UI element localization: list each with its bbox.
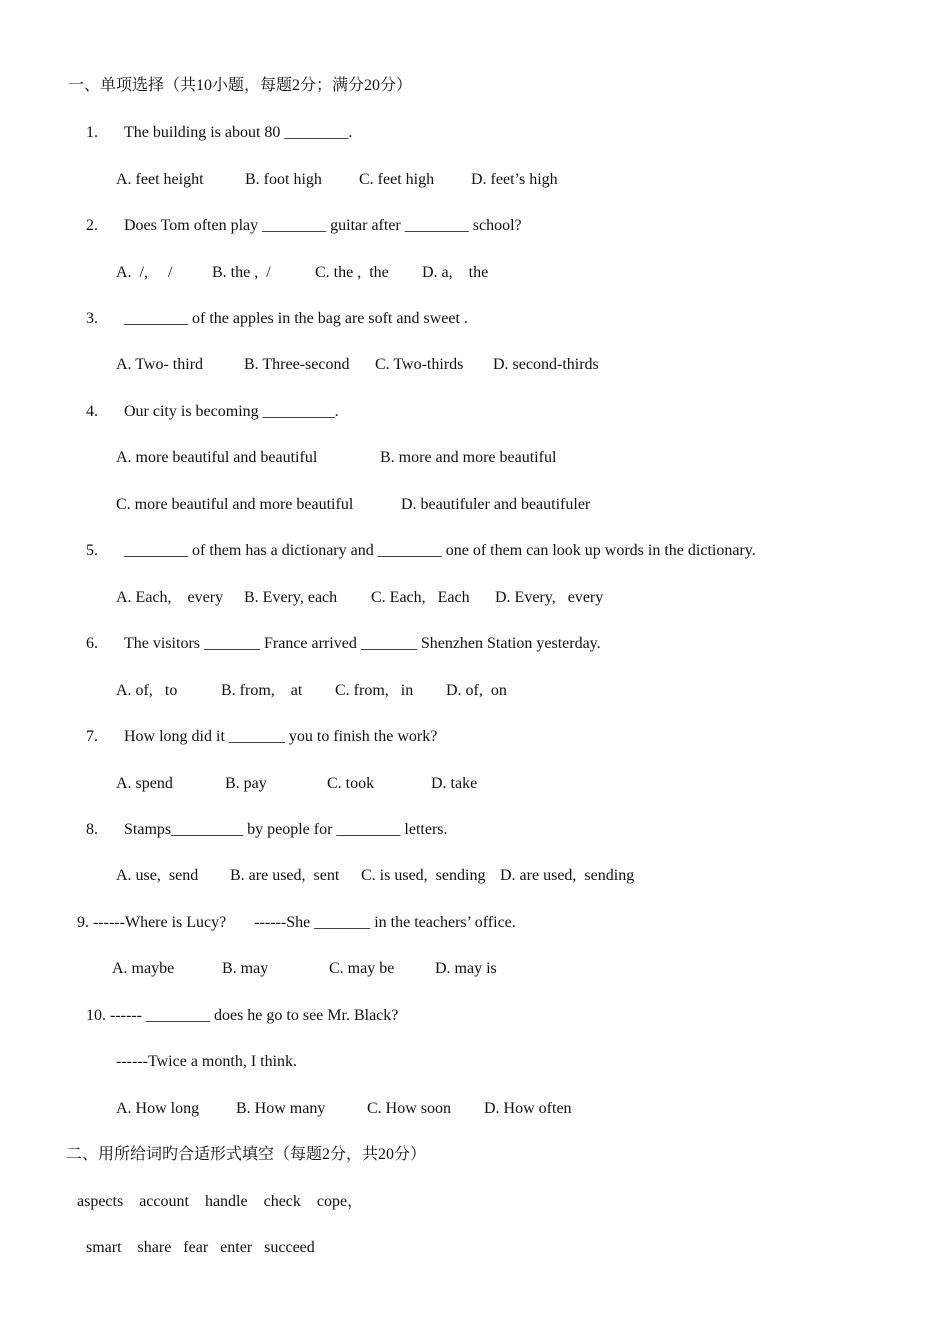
option-d: D. beautifuler and beautifuler [401,496,591,513]
question-text: Our city is becoming _________. [124,403,339,420]
options-row [116,263,488,283]
question-text: ________ of the apples in the bag are soft and sweet . [124,310,468,327]
option-a: A. How long [116,1100,200,1117]
option-a: A. spend [116,775,173,792]
option-c: C. may be [329,960,395,977]
option-c: C. more beautiful and more beautiful [116,496,354,513]
option-c: C. How soon [367,1100,452,1117]
options-row [116,866,634,886]
word-bank-line-1: aspects account handle check cope， [77,1193,364,1210]
option-b: B. Three-second [244,356,350,373]
question-number: 6. [86,635,98,652]
option-b: B. may [222,960,269,977]
question-number: 8. [86,821,98,838]
option-a: A. feet height [116,171,204,188]
option-c: C. feet high [359,171,435,188]
option-b: B. pay [225,775,267,792]
option-b: B. Every, each [244,589,338,606]
option-d: D. How often [484,1100,572,1117]
option-b: B. are used, sent [230,867,340,884]
options-row [116,774,477,794]
option-d: D. of, on [446,682,507,699]
section-1-title: 一、单项选择（共10小题，每题2分；满分20分） [68,77,413,94]
question-text: Does Tom often play ________ guitar after ________ school? [124,217,522,234]
option-a: A. of, to [116,682,178,699]
question-number: 5. [86,542,98,559]
option-d: D. feet’s high [471,171,558,188]
question-number: 2. [86,217,98,234]
options-row [116,681,507,701]
option-c: C. Each, Each [371,589,470,606]
option-d: D. a, the [422,264,489,281]
options-row [116,355,599,375]
option-d: D. second-thirds [493,356,599,373]
option-b: B. the , / [212,264,271,281]
option-c: C. took [327,775,375,792]
question-text: The visitors _______ France arrived _______ Shenzhen Station yesterday. [124,635,601,652]
option-a: A. more beautiful and beautiful [116,449,318,466]
option-b: B. more and more beautiful [380,449,557,466]
options-row [116,448,556,468]
option-d: D. Every, every [495,589,604,606]
option-d: D. are used, sending [500,867,635,884]
options-row [116,1099,572,1119]
option-b: B. How many [236,1100,326,1117]
question-number: 4. [86,403,98,420]
option-a: A. Each, every [116,589,224,606]
word-bank-line-2: smart share fear enter succeed [86,1239,315,1256]
question-text: Stamps_________ by people for ________ letters. [124,821,448,838]
question-text: 10. ------ ________ does he go to see Mr. Black? [86,1007,399,1024]
options-row [116,588,603,608]
option-d: D. may is [435,960,497,977]
option-b: B. foot high [245,171,322,188]
question-number: 3. [86,310,98,327]
option-a: A. Two- third [116,356,204,373]
option-b: B. from, at [221,682,303,699]
question-number: 1. [86,124,98,141]
question-text: ________ of them has a dictionary and ________ one of them can look up words in the dictionary. [124,542,756,559]
options-row [116,170,558,190]
question-text: How long did it _______ you to finish the work? [124,728,438,745]
question-number: 7. [86,728,98,745]
section-2-title: 二、用所给词旳合适形式填空（每题2分，共20分） [66,1146,427,1163]
option-c: C. is used, sending [361,867,486,884]
option-a: A. use, send [116,867,199,884]
option-a: A. maybe [112,960,175,977]
options-row [116,495,590,515]
options-row [112,959,497,979]
option-c: C. the , the [315,264,389,281]
option-c: C. from, in [335,682,414,699]
option-a: A. /, / [116,264,173,281]
answer-reply: ------Twice a month, I think. [116,1053,298,1070]
option-d: D. take [431,775,478,792]
question-text: The building is about 80 ________. [124,124,353,141]
question-text: 9. ------Where is Lucy? ------She _______ in the teachers’ office. [77,914,516,931]
option-c: C. Two-thirds [375,356,464,373]
